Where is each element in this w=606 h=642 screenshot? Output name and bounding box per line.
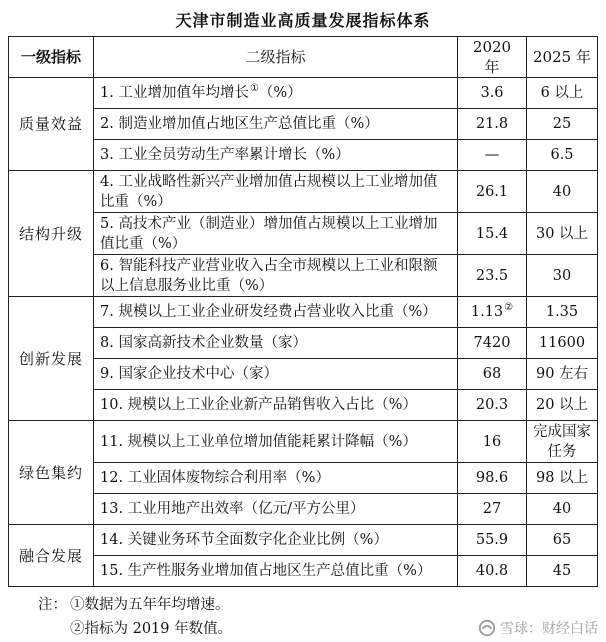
value-2020: — bbox=[458, 140, 527, 171]
value-2020: 21.8 bbox=[458, 109, 527, 140]
indicator-cell: 12. 工业固体废物综合利用率（%） bbox=[94, 463, 458, 494]
indicator-cell: 6. 智能科技产业营业收入占全市规模以上工业和限额以上信息服务业比重（%） bbox=[94, 255, 458, 297]
watermark bbox=[478, 618, 598, 638]
category-cell: 融合发展 bbox=[9, 525, 94, 587]
table-row bbox=[9, 297, 598, 328]
table-title: 天津市制造业高质量发展指标体系 bbox=[175, 11, 431, 30]
watermark-text: 雪球：财经白话 bbox=[500, 621, 598, 637]
value-2020: 26.1 bbox=[458, 171, 527, 213]
value-2020: 55.9 bbox=[458, 525, 527, 556]
category-cell: 创新发展 bbox=[9, 297, 94, 421]
table-row bbox=[9, 494, 598, 525]
indicator-cell: 7. 规模以上工业企业研发经费占营业收入比重（%） bbox=[94, 297, 458, 328]
footnotes bbox=[38, 593, 232, 641]
value-2020: 98.6 bbox=[458, 463, 527, 494]
table-row bbox=[9, 421, 598, 463]
indicator-cell: 8. 国家高新技术企业数量（家） bbox=[94, 328, 458, 359]
value-2025: 25 bbox=[527, 109, 598, 140]
table-row bbox=[9, 390, 598, 421]
value-2025: 20 以上 bbox=[527, 390, 598, 421]
table-row bbox=[9, 359, 598, 390]
table-row bbox=[9, 328, 598, 359]
value-2025: 11600 bbox=[527, 328, 598, 359]
value-2020: 3.6 bbox=[458, 78, 527, 109]
value-2025: 65 bbox=[527, 525, 598, 556]
snowball-icon bbox=[478, 619, 496, 637]
table-row bbox=[9, 213, 598, 255]
table-row bbox=[9, 463, 598, 494]
table-row bbox=[9, 525, 598, 556]
value-2025: 90 左右 bbox=[527, 359, 598, 390]
value-2025: 40 bbox=[527, 494, 598, 525]
value-2020: 40.8 bbox=[458, 556, 527, 587]
category-cell: 质量效益 bbox=[9, 78, 94, 171]
table-row bbox=[9, 556, 598, 587]
category-cell: 结构升级 bbox=[9, 171, 94, 297]
value-2020: 7420 bbox=[458, 328, 527, 359]
indicator-text: 1. 工业增加值年均增长 bbox=[100, 85, 249, 101]
indicator-cell: 14. 关键业务环节全面数字化企业比例（%） bbox=[94, 525, 458, 556]
indicator-cell: 9. 国家企业技术中心（家） bbox=[94, 359, 458, 390]
value-2025: 40 bbox=[527, 171, 598, 213]
value-2025: 6 以上 bbox=[527, 78, 598, 109]
indicator-cell: 4. 工业战略性新兴产业增加值占规模以上工业增加值比重（%） bbox=[94, 171, 458, 213]
footnote-text: ②指标为 2019 年数值。 bbox=[70, 621, 233, 637]
value-2020 bbox=[458, 297, 527, 328]
table-row bbox=[9, 171, 598, 213]
indicator-cell: 11. 规模以上工业单位增加值能耗累计降幅（%） bbox=[94, 421, 458, 463]
value-2025: 45 bbox=[527, 556, 598, 587]
footnote-2 bbox=[38, 617, 232, 641]
value-2025: 30 bbox=[527, 255, 598, 297]
value-2025: 98 以上 bbox=[527, 463, 598, 494]
value-2025: 完成国家任务 bbox=[527, 421, 598, 463]
header-level2: 二级指标 bbox=[94, 37, 458, 78]
indicator-cell: 5. 高技术产业（制造业）增加值占规模以上工业增加值比重（%） bbox=[94, 213, 458, 255]
footnote-label: 注： bbox=[38, 597, 67, 613]
value-2020: 16 bbox=[458, 421, 527, 463]
footnote-marker: ② bbox=[504, 302, 514, 314]
value-2020: 68 bbox=[458, 359, 527, 390]
value-2020: 23.5 bbox=[458, 255, 527, 297]
table-row bbox=[9, 255, 598, 297]
indicator-cell: 15. 生产性服务业增加值占地区生产总值比重（%） bbox=[94, 556, 458, 587]
table-row bbox=[9, 109, 598, 140]
header-level1: 一级指标 bbox=[9, 37, 94, 78]
indicator-cell bbox=[94, 78, 458, 109]
value-2020: 15.4 bbox=[458, 213, 527, 255]
table-row bbox=[9, 78, 598, 109]
footnote-text: ①数据为五年年均增速。 bbox=[70, 597, 230, 613]
footnote-1 bbox=[38, 593, 232, 617]
value-2025: 1.35 bbox=[527, 297, 598, 328]
indicator-cell: 13. 工业用地产出效率（亿元/平方公里） bbox=[94, 494, 458, 525]
header-2025: 2025 年 bbox=[527, 37, 598, 78]
header-row bbox=[9, 37, 598, 78]
indicator-cell: 2. 制造业增加值占地区生产总值比重（%） bbox=[94, 109, 458, 140]
value-2025: 30 以上 bbox=[527, 213, 598, 255]
footnote-marker: ① bbox=[249, 83, 259, 95]
indicator-cell: 10. 规模以上工业企业新产品销售收入占比（%） bbox=[94, 390, 458, 421]
value-2020-text: 1.13 bbox=[470, 304, 504, 320]
indicator-cell: 3. 工业全员劳动生产率累计增长（%） bbox=[94, 140, 458, 171]
value-2020: 27 bbox=[458, 494, 527, 525]
table-row bbox=[9, 140, 598, 171]
value-2020: 20.3 bbox=[458, 390, 527, 421]
header-2020: 2020 年 bbox=[458, 37, 527, 78]
indicator-text-suffix: （%） bbox=[258, 85, 302, 101]
indicator-table bbox=[8, 36, 598, 587]
value-2025: 6.5 bbox=[527, 140, 598, 171]
category-cell: 绿色集约 bbox=[9, 421, 94, 525]
